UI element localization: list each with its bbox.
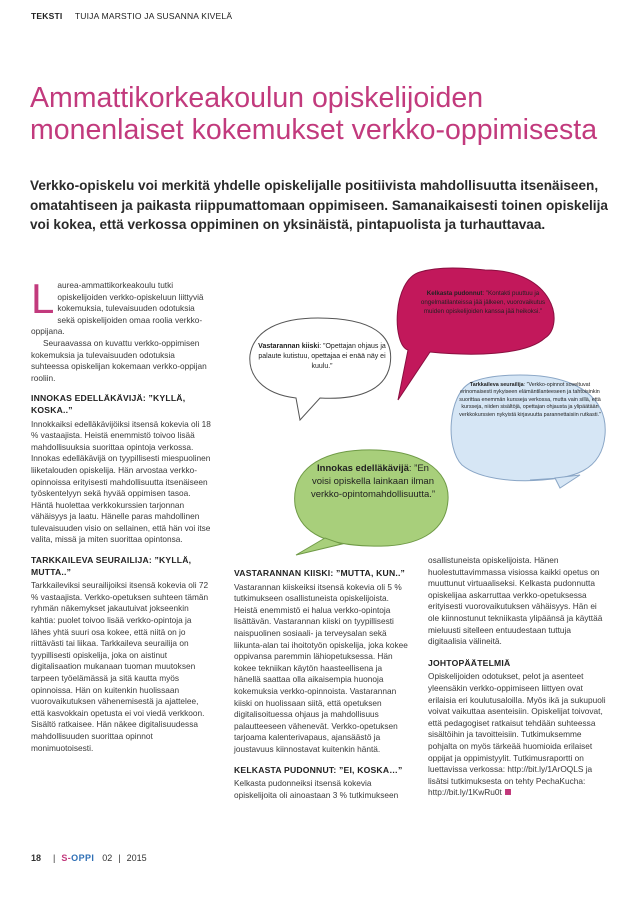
paragraph-johtopaatelmia-text: Opiskelijoiden odotukset, pelot ja asenteet yleensäkin verkko-oppimiseen liittyen ovat erilaisia eri koulutusaloilla. Myös ikä ja sukupuoli voivat vaikuttaa asenteisiin. Opiskelijat toivovat, että pedagogiset ratkaisut tehdään suhteessa sisältöihin ja tavoitteisiin. Tutkimuksemme pohjalta on myös tärkeää huomioida erilaiset oppijat ja oppimistyylit. Tutkimusraportti on luettavissa verkossa: http://bit.ly/1ArOQLS ja lisätsi tutkimuksesta on tehty PechaKucha: http://bit.ly/1KwRu0t [428,671,606,798]
heading-johtopaatelmia: JOHTOPÄÄTELMIÄ [428,657,511,668]
article-title: Ammattikorkeakoulun opiskelijoiden monenlaiset kokemukset verkko-oppimisesta [30,82,598,146]
bubble-tarkkaileva [455,382,605,419]
page-number: 18 [31,853,42,863]
end-of-article-mark [505,789,511,795]
issue-number: 02 [102,853,113,863]
byline-label: TEKSTI [31,11,63,21]
paragraph-johtopaatelmia [428,671,606,799]
issue-year: 2015 [126,853,147,863]
bubble-vastarannan [258,342,386,372]
footer-separator: | [53,853,56,863]
heading-innokas: INNOKAS EDELLÄKÄVIJÄ: ”KYLLÄ, KOSKA..” [31,393,186,415]
heading-kelkasta: KELKASTA PUDONNUT: ”EI, KOSKA…” [234,764,403,775]
column-right [428,555,606,799]
byline-authors: TUIJA MARSTIO JA SUSANNA KIVELÄ [74,11,233,21]
logo-s: S [61,853,68,863]
column-left [31,275,211,754]
bubble-innokas [308,462,438,501]
bubble-vastarannan-label: Vastarannan kiiski [258,343,320,350]
paragraph-innokas: Innokkaiksi edelläkävijöiksi itsensä kokevia oli 18 % vastaajista. Heistä enemmistö toivoo lisää mahdollisuuksia suorittaa opintoja verkossa. Innokas edelläkävijä on tyypillisesti miespuolinen liiketalouden opiskelija. Hän arvostaa verkko-opinnoissa erityisesti mahdollisuutta itsenäiseen työskentelyyn sekä hyvää oppimisen tasoa. Häntä huolettaa verkkokurssien tarjonnan vähäisyys ja laatu. Hänelle paras mahdollinen tulevaisuuden visio on sellainen, että hän voi itse valita, missä ja miten suorittaa opintonsa. [31,418,211,545]
bubble-tarkkaileva-text: : ”Verkko-opinnot soveltuvat erinomaisesti nykyiseen elämäntilanteeseen ja tahtoisinkin suorittaa enemmän kursseja verkossa, mutta vain sillä, että kursseja, niiden sisältöjä, opettajan ohjausta ja ylipäätään verkkokurssien nykyistä kirjavuutta parannettaisiin rutkasti.” [459,382,601,418]
paragraph-tarkkaileva: Tarkkaileviksi seurailijoiksi itsensä kokevia oli 72 % vastaajista. Verkko-opetuksen suhteen tämän ryhmän näkemykset jakautuivat jokseenkin kahtia: puolet toivoo lisää verkko-opintoja ja lähes yhtä suuri osa kokee, että niitä on jo riittävästi tai liikaa. Tarkkaileva seurailija on tyypillisesti opiskelija, joka on aistinut digitalisaation mukanaan tuoman muutoksen tarpeen työelämässä ja sitä kautta myös opinnoissa. Hän on kuitenkin huolissaan vuorovaikutuksen vähenemisestä ja ajattelee, että kasvokkain opetusta ei voi viedä verkkoon. Sisältö ratkaisee. Hän näkee digitalisuudessa mahdollisuuden suorittaa opinnot monimuotoisesti. [31,580,209,753]
paragraph-kelkasta-cont: osallistuneista opiskelijoista. Hänen huolestuttavimmassa visiossa kaikki opetus on muuttunut virtuaaliseksi. Kelkasta pudonnutta opiskelijaa askarruttaa verkko-opetuksessa erityisesti vuorovaikutuksen vähäisyys. Hän ei ole kiinnostunut tekniikasta ylipäänsä ja käyttää mieluusti sitelleen entuudestaan tuttuja digitaalisia välineitä. [428,555,603,647]
bubble-innokas-label: Innokas edelläkävijä [317,463,409,474]
bubble-innokas-text: : ”En voisi opiskella lainkaan ilman verkko-opintomahdollisuutta.” [310,463,436,500]
dropcap: L [31,275,55,322]
article-lead: Verkko-opiskelu voi merkitä yhdelle opiskelijalle positiivista mahdollisuutta itsenäiseen, omatahtiseen ja paikasta riippumattomaan oppimiseen. Samanaikaisesti toinen opiskelija voi kokea, että verkossa oppiminen on yksinäistä, pintapuolista ja turhauttavaa. [30,178,608,232]
bubble-vastarannan-text: : ”Opettajan ohjaus ja palaute kutistuu, opettajaa ei enää näy ei kuulu.” [258,343,386,370]
intro-paragraph-2: Seuraavassa on kuvattu verkko-oppimisen kokemuksia ja tulevaisuuden odotuksia suhteessa opiskelijan kokemaan verkko-oppijan rooliin. [31,337,207,383]
bubble-kelkasta [418,290,548,316]
paragraph-kelkasta: Kelkasta pudonneiksi itsensä kokevia opiskelijoita oli ainoastaan 3 % tutkimukseen [234,778,399,800]
bubble-kelkasta-text: : ”Kontakti puuttuu ja ongelmatilanteissa jää jälkeen, vuorovaikutus muiden opiskelijoiden kanssa jää heikoksi.” [420,290,546,315]
bubble-tarkkaileva-label: Tarkkaileva seurailija [469,382,524,388]
magazine-logo [61,853,94,863]
bubble-kelkasta-label: Kelkasta pudonnut [426,290,483,297]
paragraph-vastarannan: Vastarannan kiiskeiksi itsensä kokevia oli 5 % tutkimukseen osallistuneista opiskelijoista. Heistä enemmistö ei halua verkko-opintoja lisättävän. Vastarannan kiiski on tyypillisesti naispuolinen sosiaali- ja terveysalan sekä liikunta-alan tai ihoitotyön opiskelija, joka kokee oppivansa paremmin lähiopetuksessa. Hän kokee tekniikan käytön haasteellisena ja hänellä saattaa olla aikaisempia huonoja kokemuksia verkko-opinnoista. Vastarannan kiiski on huolissaan siitä, että opetuksen digitalisoituessa ohjaus ja mahdollisuus palautteeseen vähenevät. Verkko-opetuksen tarjoama kalenterivapaus, ajansäästö ja joustavuus kiinnostavat kuitenkin häntä. [234,581,408,754]
footer-separator-2: | [118,853,121,863]
page-footer [31,853,147,863]
heading-vastarannan: VASTARANNAN KIISKI: ”MUTTA, KUN..” [234,568,406,578]
heading-tarkkaileva: TARKKAILEVA SEURAILIJA: ”KYLLÄ, MUTTA..” [31,555,192,577]
logo-dash: - [67,853,72,863]
intro-text: aurea-ammattikorkeakoulu tutki opiskelijoiden verkko-opiskeluun liittyviä kokemuksia, tulevaisuuden odotuksia sekä opiskelijoiden omaa roolia verkko-oppijana. [31,280,204,337]
logo-oppi: OPPI [71,853,95,863]
column-middle [234,568,411,801]
intro-paragraph [31,275,211,338]
